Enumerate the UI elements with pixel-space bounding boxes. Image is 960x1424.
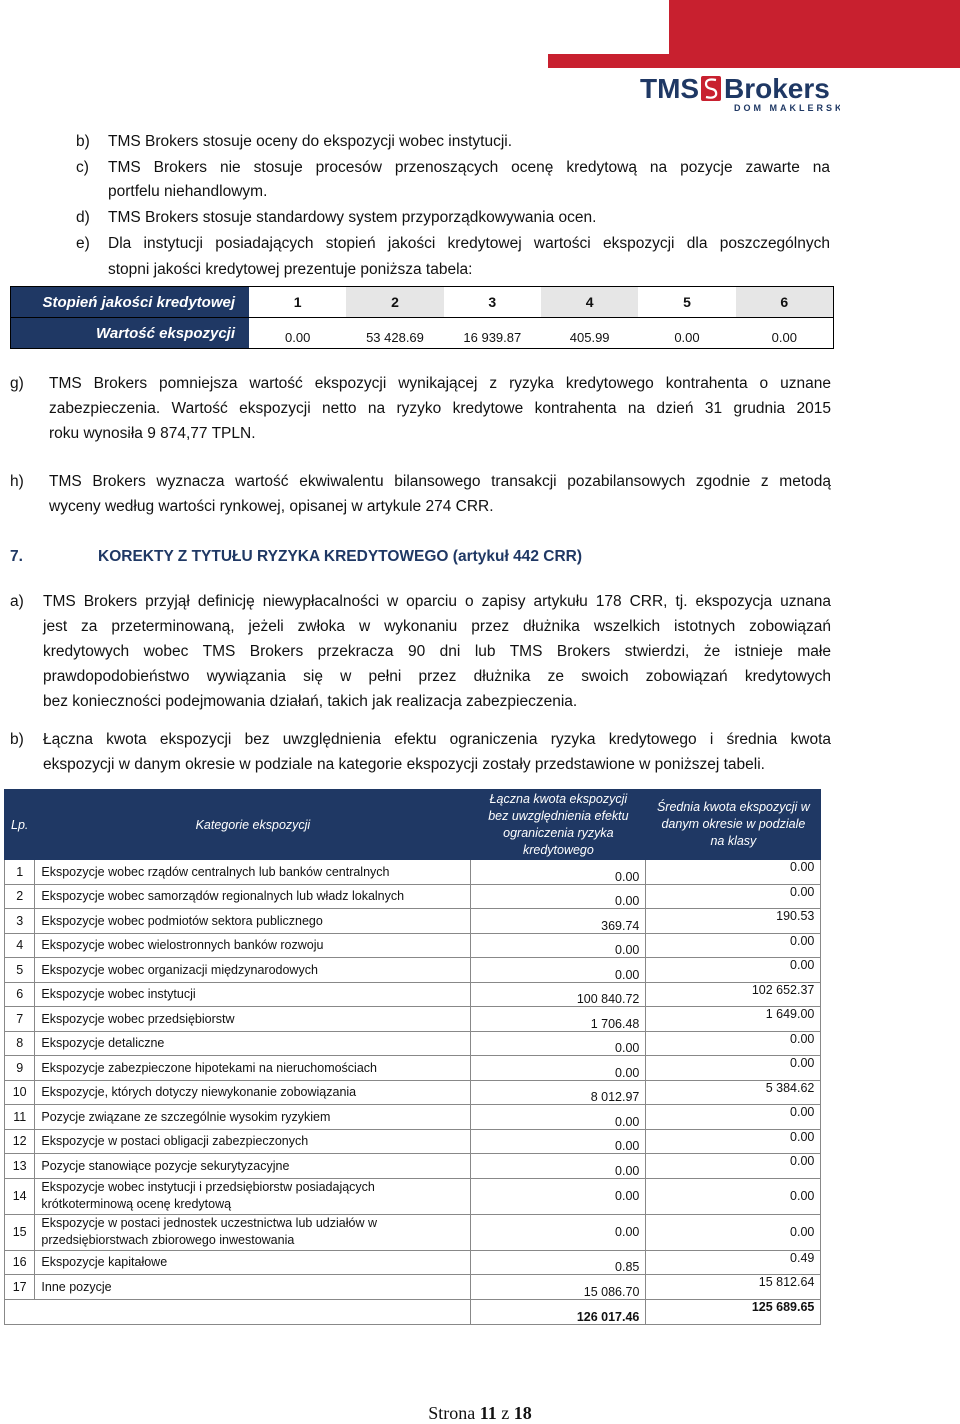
logo-text-brokers: Brokers xyxy=(724,73,830,104)
sum-total: 126 017.46 xyxy=(471,1299,646,1324)
table-row: 7 Ekspozycje wobec przedsiębiorstw 1 706.48 1 649.00 xyxy=(5,1007,821,1032)
grade-label: Stopień jakości kredytowej xyxy=(11,287,249,317)
section7-a-line: bez konieczności podejmowania działań, takich jak realizacja zabezpieczenia. xyxy=(43,693,578,710)
list-marker: c) xyxy=(76,159,89,176)
list-item-h-line2: wyceny według wartości rynkowej, opisanej w artykule 274 CRR. xyxy=(49,498,494,515)
company-logo xyxy=(640,70,840,119)
table-row: 16 Ekspozycje kapitałowe 0.85 0.49 xyxy=(5,1250,821,1275)
table-row: 14 Ekspozycje wobec instytucji i przedsiębiorstw posiadających krótkoterminową ocenę kredytową 0.00 0.00 xyxy=(5,1178,821,1214)
header-category: Kategorie ekspozycji xyxy=(35,790,471,860)
table-row: 17 Inne pozycje 15 086.70 15 812.64 xyxy=(5,1275,821,1300)
header-lp: Lp. xyxy=(5,790,35,860)
table-row: 6 Ekspozycje wobec instytucji 100 840.72 102 652.37 xyxy=(5,982,821,1007)
list-item-c-line1: TMS Brokers nie stosuje procesów przenoszących ocenę kredytową na pozycje zawarte na xyxy=(108,159,830,176)
logo-graphic xyxy=(640,70,840,114)
logo-text-tms: TMS xyxy=(640,73,700,104)
value-cell: 0.00 xyxy=(771,330,797,345)
section7-a-line: kredytowych wobec TMS Brokers przekracza 90 dni lub TMS Brokers stwierdzi, że istnieje małe xyxy=(43,643,831,660)
grade-cell: 3 xyxy=(488,294,497,310)
value-cell: 53 428.69 xyxy=(366,330,424,345)
table-total-row xyxy=(5,1299,821,1324)
logo-tagline: DOM MAKLERSKI xyxy=(734,103,840,113)
header-band-step xyxy=(548,54,960,68)
grade-row xyxy=(11,287,833,317)
value-cell: 0.00 xyxy=(674,330,700,345)
table-row: 13 Pozycje stanowiące pozycje sekurytyzacyjne 0.00 0.00 xyxy=(5,1154,821,1179)
table-row: 11 Pozycje związane ze szczególnie wysokim ryzykiem 0.00 0.00 xyxy=(5,1105,821,1130)
table-header-row xyxy=(5,790,821,860)
grade-cell: 1 xyxy=(293,294,302,310)
grade-cell: 6 xyxy=(736,287,833,317)
list-item-b: TMS Brokers stosuje oceny do ekspozycji wobec instytucji. xyxy=(108,133,513,150)
grade-cell: 2 xyxy=(346,287,443,317)
value-row xyxy=(11,317,833,348)
table-row: 15 Ekspozycje w postaci jednostek uczestnictwa lub udziałów w przedsiębiorstwach zbiorowego inwestowania 0.00 0.00 xyxy=(5,1214,821,1250)
value-cell: 16 939.87 xyxy=(463,330,522,345)
list-item-e-line1: Dla instytucji posiadających stopień jakości kredytowej wartości ekspozycji dla poszczególnych xyxy=(108,235,830,252)
list-marker: e) xyxy=(76,235,90,252)
list-marker: b) xyxy=(76,133,90,150)
value-label: Wartość ekspozycji xyxy=(11,318,249,348)
section-number: 7. xyxy=(10,548,23,565)
value-cell: 0.00 xyxy=(285,330,311,345)
section7-b-line: ekspozycji w danym okresie w podziale na kategorie ekspozycji zostały przedstawione w poniższej tabeli. xyxy=(43,756,765,773)
exposure-table xyxy=(4,789,821,1325)
section7-a-line: TMS Brokers przyjął definicję niewypłacalności w oparciu o zapisy artykułu 178 CRR, tj. ekspozycja uznana xyxy=(43,593,831,610)
sum-average: 125 689.65 xyxy=(646,1299,821,1324)
table-row: 8 Ekspozycje detaliczne 0.00 0.00 xyxy=(5,1031,821,1056)
list-item-d: TMS Brokers stosuje standardowy system przyporządkowywania ocen. xyxy=(108,209,597,226)
list-marker: d) xyxy=(76,209,90,226)
section-title: KOREKTY Z TYTUŁU RYZYKA KREDYTOWEGO (artykuł 442 CRR) xyxy=(98,548,582,565)
section7-a-line: prawdopodobieństwo wywiązania się w pełni przez dłużnika ze swoich zobowiązań kredytowych xyxy=(43,668,831,685)
list-marker: g) xyxy=(10,375,24,392)
table-row: 1 Ekspozycje wobec rządów centralnych lub banków centralnych 0.00 0.00 xyxy=(5,860,821,885)
list-item-h-line1: TMS Brokers wyznacza wartość ekwiwalentu bilansowego transakcji pozabilansowych zgodnie z metodą xyxy=(49,473,831,490)
grade-cell: 4 xyxy=(541,287,638,317)
header-average: Średnia kwota ekspozycji w danym okresie w podziale na klasy xyxy=(646,790,821,860)
page-number: Strona 11 z 18 xyxy=(428,1403,532,1423)
table-row: 3 Ekspozycje wobec podmiotów sektora publicznego 369.74 190.53 xyxy=(5,909,821,934)
list-marker: a) xyxy=(10,593,24,610)
value-cell: 405.99 xyxy=(569,330,610,345)
header-band xyxy=(669,0,960,54)
grade-cell: 5 xyxy=(683,294,691,310)
table-row: 5 Ekspozycje wobec organizacji międzynarodowych 0.00 0.00 xyxy=(5,958,821,983)
credit-grade-table xyxy=(10,286,834,349)
header-total: Łączna kwota ekspozycji bez uwzględnienia efektu ograniczenia ryzyka kredytowego xyxy=(471,790,646,860)
list-item-c-line2: portfelu niehandlowym. xyxy=(108,183,268,200)
list-marker: b) xyxy=(10,731,24,748)
list-item-g-line3: roku wynosiła 9 874,77 TPLN. xyxy=(49,425,256,442)
list-item-e-line2: stopni jakości kredytowej prezentuje poniższa tabela: xyxy=(108,261,473,278)
table-row: 4 Ekspozycje wobec wielostronnych banków rozwoju 0.00 0.00 xyxy=(5,933,821,958)
list-item-g-line2: zabezpieczenia. Wartość ekspozycji netto na ryzyko kredytowe kontrahenta na dzień 31 grudnia 2015 xyxy=(49,400,831,417)
table-row: 9 Ekspozycje zabezpieczone hipotekami na nieruchomościach 0.00 0.00 xyxy=(5,1056,821,1081)
table-row: 12 Ekspozycje w postaci obligacji zabezpieczonych 0.00 0.00 xyxy=(5,1129,821,1154)
list-marker: h) xyxy=(10,473,24,490)
table-row: 10 Ekspozycje, których dotyczy niewykonanie zobowiązania 8 012.97 5 384.62 xyxy=(5,1080,821,1105)
section7-a-line: jest za przeterminowaną, jeżeli zwłoka w wykonaniu przez dłużnika wszelkich istotnych zobowiązań xyxy=(43,618,831,635)
table-row: 2 Ekspozycje wobec samorządów regionalnych lub władz lokalnych 0.00 0.00 xyxy=(5,884,821,909)
section7-b-line: Łączna kwota ekspozycji bez uwzględnienia efektu ograniczenia ryzyka kredytowego i średnia kwota xyxy=(43,731,831,748)
list-item-g-line1: TMS Brokers pomniejsza wartość ekspozycji wynikającej z ryzyka kredytowego kontrahenta o uznane xyxy=(49,375,831,392)
